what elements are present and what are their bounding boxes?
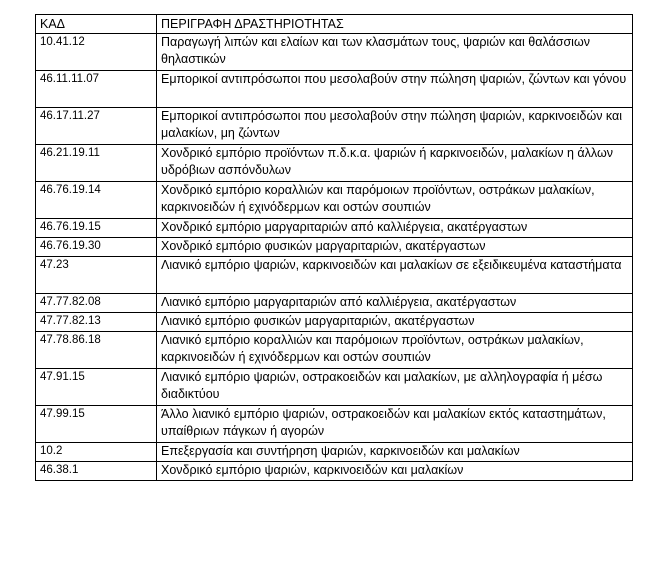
row-code: 46.76.19.14 <box>36 182 157 219</box>
row-description: Λιανικό εμπόριο ψαριών, οστρακοειδών και μαλακίων, με αλληλογραφία ή μέσω διαδικτύου <box>157 369 633 406</box>
row-code: 47.91.15 <box>36 369 157 406</box>
row-description: Παραγωγή λιπών και ελαίων και των κλασμάτων τους, ψαριών και θαλάσσιων θηλαστικών <box>157 34 633 71</box>
row-description: Χονδρικό εμπόριο φυσικών μαργαριταριών, ακατέργαστων <box>157 238 633 257</box>
row-description: Εμπορικοί αντιπρόσωποι που μεσολαβούν στην πώληση ψαριών, καρκινοειδών και μαλακίων, μη ζώντων <box>157 108 633 145</box>
row-code: 10.2 <box>36 443 157 462</box>
table-row <box>36 238 633 257</box>
row-description: Χονδρικό εμπόριο ψαριών, καρκινοειδών και μαλακίων <box>157 462 633 481</box>
row-code: 47.23 <box>36 257 157 294</box>
table-row <box>36 313 633 332</box>
row-description: Χονδρικό εμπόριο μαργαριταριών από καλλιέργεια, ακατέργαστων <box>157 219 633 238</box>
table-header-row <box>36 15 633 34</box>
table-row <box>36 406 633 443</box>
row-code: 46.21.19.11 <box>36 145 157 182</box>
header-code: ΚΑΔ <box>36 15 157 34</box>
row-description: Επεξεργασία και συντήρηση ψαριών, καρκινοειδών και μαλακίων <box>157 443 633 462</box>
row-code: 47.99.15 <box>36 406 157 443</box>
row-description: Λιανικό εμπόριο μαργαριταριών από καλλιέργεια, ακατέργαστων <box>157 294 633 313</box>
row-code: 47.78.86.18 <box>36 332 157 369</box>
table-row <box>36 443 633 462</box>
row-code: 46.17.11.27 <box>36 108 157 145</box>
table-row <box>36 257 633 294</box>
row-description: Χονδρικό εμπόριο προϊόντων π.δ.κ.α. ψαριών ή καρκινοειδών, μαλακίων η άλλων υδρόβιων ασπόνδυλων <box>157 145 633 182</box>
row-description: Άλλο λιανικό εμπόριο ψαριών, οστρακοειδών και μαλακίων εκτός καταστημάτων, υπαίθριων πάγκων ή αγορών <box>157 406 633 443</box>
row-description: Χονδρικό εμπόριο κοραλλιών και παρόμοιων προϊόντων, οστράκων μαλακίων, καρκινοειδών ή εχινόδερμων και οστών σουπιών <box>157 182 633 219</box>
row-code: 47.77.82.13 <box>36 313 157 332</box>
row-code: 46.76.19.15 <box>36 219 157 238</box>
row-code: 47.77.82.08 <box>36 294 157 313</box>
header-description: ΠΕΡΙΓΡΑΦΗ ΔΡΑΣΤΗΡΙΟΤΗΤΑΣ <box>157 15 633 34</box>
table-row <box>36 71 633 108</box>
table-row <box>36 108 633 145</box>
table-row <box>36 369 633 406</box>
table-row <box>36 145 633 182</box>
table-row <box>36 219 633 238</box>
row-code: 46.11.11.07 <box>36 71 157 108</box>
table-row <box>36 34 633 71</box>
row-code: 10.41.12 <box>36 34 157 71</box>
table-row <box>36 294 633 313</box>
table-row <box>36 462 633 481</box>
row-code: 46.38.1 <box>36 462 157 481</box>
kad-activities-table <box>35 14 633 481</box>
row-code: 46.76.19.30 <box>36 238 157 257</box>
table-row <box>36 182 633 219</box>
row-description: Λιανικό εμπόριο κοραλλιών και παρόμοιων προϊόντων, οστράκων μαλακίων, καρκινοειδών ή εχινόδερμων και οστών σουπιών <box>157 332 633 369</box>
row-description: Λιανικό εμπόριο ψαριών, καρκινοειδών και μαλακίων σε εξειδικευμένα καταστήματα <box>157 257 633 294</box>
table-row <box>36 332 633 369</box>
row-description: Εμπορικοί αντιπρόσωποι που μεσολαβούν στην πώληση ψαριών, ζώντων και γόνου <box>157 71 633 108</box>
row-description: Λιανικό εμπόριο φυσικών μαργαριταριών, ακατέργαστων <box>157 313 633 332</box>
